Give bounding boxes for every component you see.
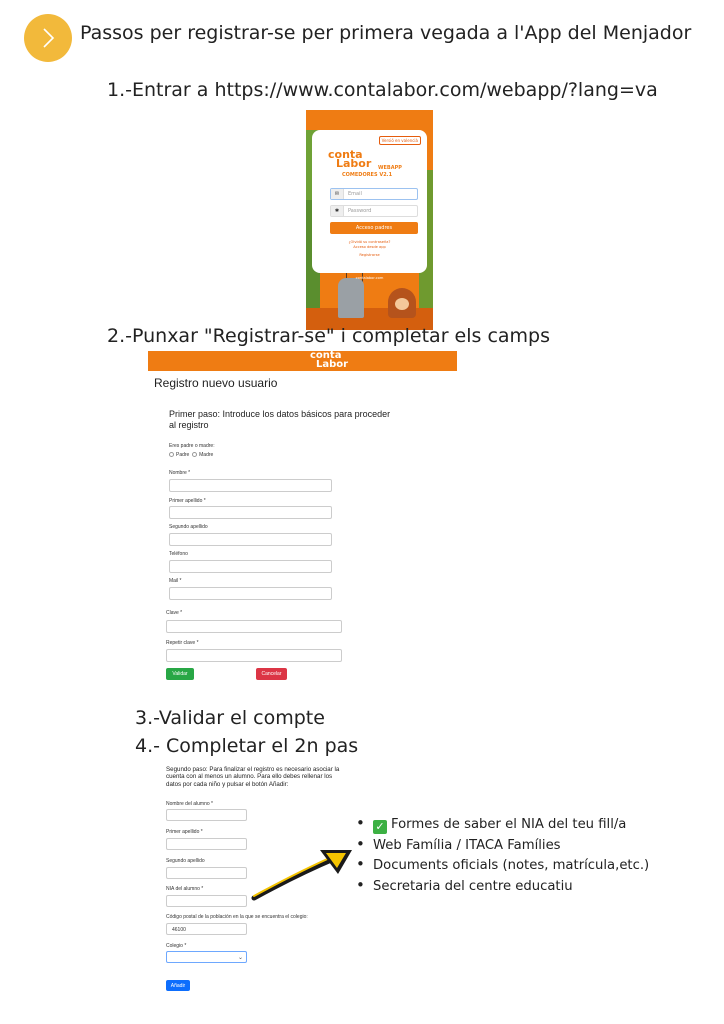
repetir-clave-label: Repetir clave *: [166, 640, 199, 646]
language-button[interactable]: Versió en valencià: [379, 136, 421, 145]
parent-radio-group: [169, 452, 213, 458]
mail-input[interactable]: [169, 587, 332, 600]
tip-text: Web Família / ITACA Famílies: [373, 837, 561, 853]
register-link[interactable]: Registrarse: [359, 253, 380, 257]
step-3-text: 3.-Validar el compte: [135, 707, 325, 729]
nombre-alumno-label: Nombre del alumno *: [166, 801, 213, 807]
register-subtitle: Primer paso: Introduce los datos básicos para proceder al registro: [169, 409, 391, 430]
tip-item: [356, 855, 649, 876]
colegio-label: Colegio *: [166, 943, 187, 949]
repetir-clave-input[interactable]: [166, 649, 342, 662]
mail-label: Mail *: [169, 578, 182, 584]
tip-item: [356, 876, 649, 897]
telefono-input[interactable]: [169, 560, 332, 573]
forgot-password-link[interactable]: ¿Olvidó su contraseña?: [348, 240, 391, 244]
radio-padre[interactable]: [169, 452, 174, 457]
primer-apellido-label: Primer apellido *: [169, 498, 206, 504]
login-card: [312, 130, 427, 273]
logo-line-2: Labor: [336, 157, 372, 170]
chevron-right-icon: [38, 26, 58, 50]
step-2-text: 2.-Punxar "Registrar-se" i completar els camps: [107, 325, 551, 347]
tip-item: [356, 814, 649, 835]
banner-logo: [310, 351, 348, 369]
contalabor-banner: [148, 351, 457, 371]
login-screenshot: [306, 110, 433, 330]
telefono-label: Teléfono: [169, 551, 188, 557]
radio-padre-label: Padre: [176, 452, 190, 458]
tip-text: Secretaria del centre educatiu: [373, 878, 573, 894]
primer-apellido-input[interactable]: [169, 506, 332, 519]
step-4-text: 4.- Completar el 2n pas: [135, 735, 359, 757]
version-label: COMEDORES V2.1: [342, 172, 393, 178]
header-badge: [24, 14, 72, 62]
webapp-label: WEBAPP: [378, 165, 402, 171]
cancel-button[interactable]: Cancelar: [256, 668, 287, 680]
banner-logo-line-1: conta: [310, 350, 342, 361]
email-placeholder: Email: [348, 191, 362, 197]
page-title: Passos per registrar-se per primera vegada a l'App del Menjador: [80, 22, 692, 44]
codigo-postal-value: 46100: [172, 927, 186, 933]
tips-list: [356, 814, 649, 896]
add-button[interactable]: Añadir: [166, 980, 190, 991]
tip-text: Documents oficials (notes, matrícula,etc.): [373, 858, 650, 873]
clave-label: Clave *: [166, 610, 183, 616]
password-placeholder: Password: [348, 208, 372, 214]
segundo-apellido-input[interactable]: [169, 533, 332, 546]
alumno-primer-apellido-input[interactable]: [166, 838, 247, 850]
footer-url: contalabor.com: [355, 276, 384, 280]
child-face-illustration: [395, 298, 409, 310]
colegio-select[interactable]: [166, 951, 247, 963]
validate-button[interactable]: Validar: [166, 668, 194, 680]
alumno-segundo-apellido-label: Segundo apellido: [166, 858, 205, 864]
email-input[interactable]: [330, 188, 418, 200]
check-mark-icon: ✓: [373, 820, 387, 834]
password-input[interactable]: [330, 205, 418, 217]
access-parents-button[interactable]: Acceso padres: [330, 222, 418, 234]
logo-line-1: conta: [328, 148, 363, 161]
banner-logo-line-2: Labor: [316, 359, 349, 370]
step-1-text: 1.-Entrar a https://www.contalabor.com/webapp/?lang=va: [107, 79, 658, 101]
nombre-input[interactable]: [169, 479, 332, 492]
nia-input[interactable]: [166, 895, 247, 907]
clave-input[interactable]: [166, 620, 342, 633]
envelope-icon: ✉: [331, 189, 344, 199]
alumno-primer-apellido-label: Primer apellido *: [166, 829, 203, 835]
radio-madre-label: Madre: [199, 452, 214, 458]
contalabor-logo: [328, 150, 371, 168]
codigo-postal-input[interactable]: [166, 923, 247, 935]
chevron-down-icon: ⌄: [237, 954, 243, 961]
tip-text: Formes de saber el NIA del teu fill/a: [391, 817, 627, 832]
tip-item: [356, 835, 649, 856]
access-app-link[interactable]: Acceso desde app: [353, 245, 386, 249]
radio-madre[interactable]: [192, 452, 197, 457]
nombre-alumno-input[interactable]: [166, 809, 247, 821]
nombre-label: Nombre *: [169, 470, 191, 476]
codigo-postal-label: Código postal de la población en la que se encuentra el colegio:: [166, 914, 308, 920]
parent-question-label: Eres padre o madre:: [169, 443, 215, 449]
nia-label: NIA del alumno *: [166, 886, 204, 892]
register-title: Registro nuevo usuario: [154, 376, 278, 390]
statue-decoration: [338, 278, 364, 318]
alumno-segundo-apellido-input[interactable]: [166, 867, 247, 879]
arrow-pointer-icon: [248, 846, 358, 904]
asterisk-icon: ✱: [331, 206, 344, 216]
second-step-description: Segundo paso: Para finalizar el registro es necesario asociar la cuenta con al menos un alumno. Para ello debes rellenar los datos por cada niño y pulsar el botón Añadir:: [166, 766, 340, 788]
segundo-apellido-label: Segundo apellido: [169, 524, 208, 530]
